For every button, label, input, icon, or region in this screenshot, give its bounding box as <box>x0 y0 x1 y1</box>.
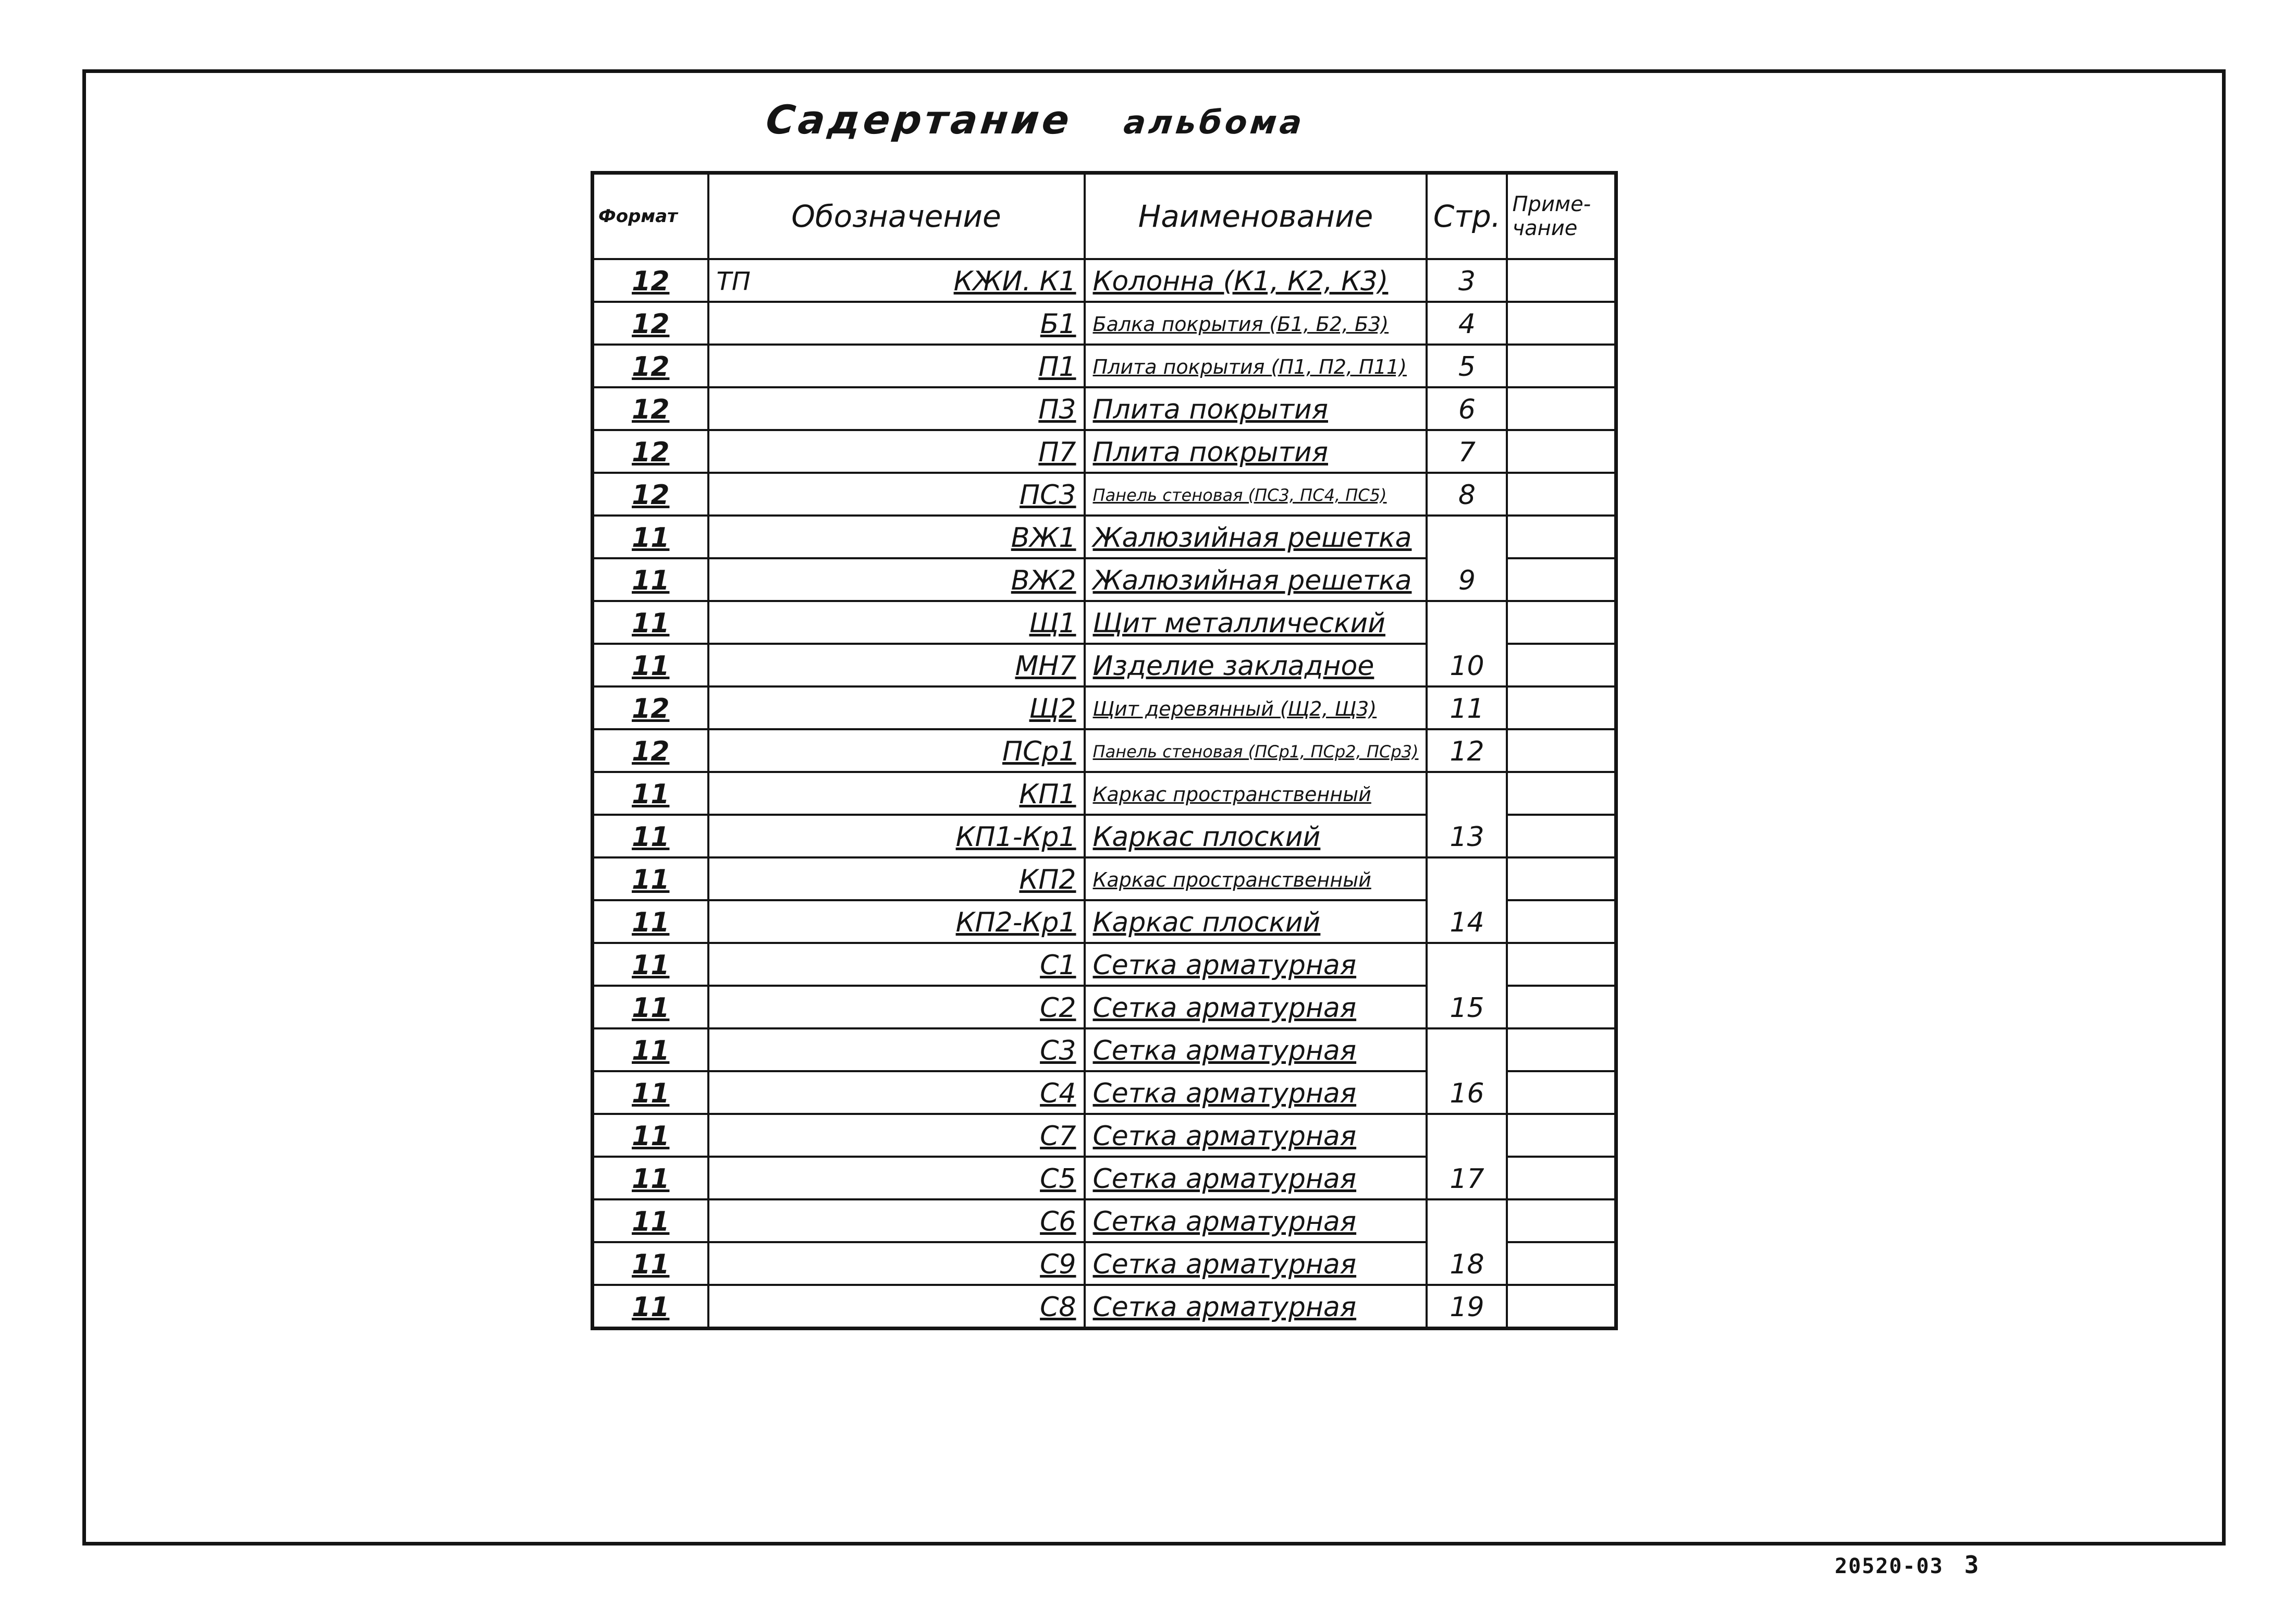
cell-designation <box>708 900 1085 943</box>
cell-designation <box>708 516 1085 558</box>
cell-note <box>1507 1157 1616 1199</box>
cell-page: 10 <box>1427 601 1507 686</box>
table-row <box>593 772 1616 815</box>
designation-code: С2 <box>1040 992 1076 1024</box>
cell-note <box>1507 986 1616 1028</box>
cell-format: 11 <box>593 815 708 857</box>
cell-designation <box>708 1157 1085 1199</box>
designation-code: П1 <box>1038 351 1076 383</box>
header-name: Наименование <box>1085 173 1427 260</box>
cell-name: Панель стеновая (ПС3, ПС4, ПС5) <box>1085 473 1427 516</box>
cell-format: 12 <box>593 686 708 729</box>
cell-note <box>1507 516 1616 558</box>
cell-format: 12 <box>593 473 708 516</box>
cell-note <box>1507 1114 1616 1157</box>
cell-name: Сетка арматурная <box>1085 1157 1427 1199</box>
cell-designation <box>708 1028 1085 1071</box>
cell-name: Каркас плоский <box>1085 815 1427 857</box>
cell-note <box>1507 1242 1616 1285</box>
table-header-row <box>593 173 1616 260</box>
designation-code: МН7 <box>1015 651 1076 682</box>
cell-format: 12 <box>593 729 708 772</box>
designation-code: ПС3 <box>1020 480 1076 511</box>
table-row <box>593 943 1616 986</box>
cell-designation <box>708 473 1085 516</box>
cell-designation <box>708 259 1085 302</box>
designation-code: С5 <box>1040 1163 1076 1195</box>
cell-name: Сетка арматурная <box>1085 1028 1427 1071</box>
cell-note <box>1507 1071 1616 1114</box>
cell-designation <box>708 1285 1085 1329</box>
cell-page: 3 <box>1427 259 1507 302</box>
designation-code: С3 <box>1040 1035 1076 1066</box>
cell-designation <box>708 815 1085 857</box>
cell-name: Сетка арматурная <box>1085 1285 1427 1329</box>
cell-format: 12 <box>593 430 708 473</box>
cell-format: 12 <box>593 345 708 387</box>
designation-code: С1 <box>1040 950 1076 981</box>
cell-name: Жалюзийная решетка <box>1085 558 1427 601</box>
cell-format: 12 <box>593 302 708 345</box>
cell-name: Каркас пространственный <box>1085 772 1427 815</box>
cell-note <box>1507 601 1616 644</box>
cell-format: 11 <box>593 516 708 558</box>
cell-note <box>1507 430 1616 473</box>
cell-name: Сетка арматурная <box>1085 943 1427 986</box>
cell-format: 11 <box>593 900 708 943</box>
header-note: Приме-чание <box>1507 173 1616 260</box>
cell-page: 5 <box>1427 345 1507 387</box>
title-word-2: альбома <box>1122 103 1307 141</box>
cell-note <box>1507 1285 1616 1329</box>
cell-name: Каркас пространственный <box>1085 857 1427 900</box>
cell-page: 11 <box>1427 686 1507 729</box>
designation-code: С9 <box>1040 1249 1076 1280</box>
table-row <box>593 601 1616 644</box>
cell-format: 11 <box>593 1157 708 1199</box>
designation-code: С6 <box>1040 1206 1076 1237</box>
designation-code: Щ1 <box>1029 608 1076 639</box>
cell-name: Жалюзийная решетка <box>1085 516 1427 558</box>
cell-name: Плита покрытия <box>1085 430 1427 473</box>
cell-note <box>1507 302 1616 345</box>
cell-designation <box>708 772 1085 815</box>
table-row <box>593 516 1616 558</box>
cell-page: 15 <box>1427 943 1507 1028</box>
page-title <box>764 96 1307 143</box>
cell-format: 11 <box>593 1114 708 1157</box>
designation-code: КП1 <box>1019 779 1076 810</box>
table-row <box>593 430 1616 473</box>
cell-note <box>1507 387 1616 430</box>
table-row <box>593 857 1616 900</box>
designation-prefix: ТП <box>716 267 751 296</box>
cell-name: Плита покрытия (П1, П2, П11) <box>1085 345 1427 387</box>
cell-format: 11 <box>593 1071 708 1114</box>
cell-name: Сетка арматурная <box>1085 1242 1427 1285</box>
cell-name: Сетка арматурная <box>1085 1114 1427 1157</box>
designation-code: Щ2 <box>1029 693 1076 725</box>
table-row <box>593 1114 1616 1157</box>
table-row <box>593 1199 1616 1242</box>
cell-note <box>1507 558 1616 601</box>
designation-code: КП1-Кр1 <box>955 821 1076 853</box>
designation-code: С7 <box>1040 1121 1076 1152</box>
designation-code: КП2 <box>1019 864 1076 896</box>
cell-designation <box>708 943 1085 986</box>
cell-format: 11 <box>593 601 708 644</box>
cell-name: Сетка арматурная <box>1085 1199 1427 1242</box>
cell-name: Щит металлический <box>1085 601 1427 644</box>
cell-designation <box>708 430 1085 473</box>
cell-designation <box>708 857 1085 900</box>
cell-designation <box>708 558 1085 601</box>
cell-format: 11 <box>593 943 708 986</box>
cell-page: 12 <box>1427 729 1507 772</box>
designation-code: П7 <box>1038 437 1076 468</box>
designation-code: ПСр1 <box>1002 736 1076 767</box>
cell-format: 11 <box>593 772 708 815</box>
cell-format: 12 <box>593 259 708 302</box>
designation-code: Б1 <box>1040 309 1076 340</box>
cell-format: 11 <box>593 986 708 1028</box>
cell-note <box>1507 729 1616 772</box>
designation-code: С4 <box>1040 1078 1076 1109</box>
cell-format: 11 <box>593 1028 708 1071</box>
designation-code: КЖИ. К1 <box>953 266 1076 297</box>
cell-name: Сетка арматурная <box>1085 1071 1427 1114</box>
cell-designation <box>708 686 1085 729</box>
header-format: Формат <box>593 173 708 260</box>
cell-designation <box>708 644 1085 686</box>
cell-name: Плита покрытия <box>1085 387 1427 430</box>
table-row <box>593 473 1616 516</box>
header-page: Стр. <box>1427 173 1507 260</box>
cell-name: Щит деревянный (Щ2, Щ3) <box>1085 686 1427 729</box>
cell-format: 11 <box>593 558 708 601</box>
cell-page: 16 <box>1427 1028 1507 1114</box>
cell-format: 11 <box>593 857 708 900</box>
cell-designation <box>708 986 1085 1028</box>
designation-code: ВЖ2 <box>1011 565 1076 596</box>
cell-designation <box>708 302 1085 345</box>
cell-note <box>1507 815 1616 857</box>
cell-page: 13 <box>1427 772 1507 857</box>
cell-page: 14 <box>1427 857 1507 943</box>
cell-page: 7 <box>1427 430 1507 473</box>
cell-page: 18 <box>1427 1199 1507 1285</box>
cell-page: 9 <box>1427 516 1507 601</box>
sheet-page-number: 3 <box>1964 1551 1980 1579</box>
title-word-1: Садертание <box>764 96 1075 143</box>
cell-page: 8 <box>1427 473 1507 516</box>
designation-code: П3 <box>1038 394 1076 425</box>
cell-format: 11 <box>593 1285 708 1329</box>
cell-format: 12 <box>593 387 708 430</box>
table-row <box>593 1028 1616 1071</box>
cell-page: 17 <box>1427 1114 1507 1199</box>
cell-note <box>1507 857 1616 900</box>
table-row <box>593 1285 1616 1329</box>
cell-note <box>1507 772 1616 815</box>
table-row <box>593 345 1616 387</box>
designation-code: КП2-Кр1 <box>955 907 1076 938</box>
cell-page: 4 <box>1427 302 1507 345</box>
cell-designation <box>708 1071 1085 1114</box>
cell-name: Изделие закладное <box>1085 644 1427 686</box>
cell-designation <box>708 601 1085 644</box>
header-designation: Обозначение <box>708 173 1085 260</box>
cell-designation <box>708 729 1085 772</box>
cell-note <box>1507 900 1616 943</box>
cell-designation <box>708 1114 1085 1157</box>
cell-note <box>1507 345 1616 387</box>
cell-page: 19 <box>1427 1285 1507 1329</box>
cell-note <box>1507 1028 1616 1071</box>
cell-designation <box>708 1242 1085 1285</box>
table-row <box>593 302 1616 345</box>
cell-page: 6 <box>1427 387 1507 430</box>
designation-code: ВЖ1 <box>1011 522 1076 554</box>
cell-note <box>1507 1199 1616 1242</box>
cell-designation <box>708 1199 1085 1242</box>
cell-designation <box>708 387 1085 430</box>
cell-note <box>1507 473 1616 516</box>
cell-note <box>1507 259 1616 302</box>
cell-format: 11 <box>593 644 708 686</box>
cell-note <box>1507 943 1616 986</box>
cell-name: Балка покрытия (Б1, Б2, Б3) <box>1085 302 1427 345</box>
cell-name: Сетка арматурная <box>1085 986 1427 1028</box>
cell-format: 11 <box>593 1199 708 1242</box>
table-row <box>593 259 1616 302</box>
table-row <box>593 686 1616 729</box>
cell-format: 11 <box>593 1242 708 1285</box>
cell-note <box>1507 644 1616 686</box>
cell-name: Колонна (К1, К2, К3) <box>1085 259 1427 302</box>
doc-number: 20520-03 <box>1835 1554 1944 1578</box>
contents-table <box>591 171 1618 1330</box>
designation-code: С8 <box>1040 1292 1076 1323</box>
sheet-number <box>1835 1551 1980 1579</box>
cell-name: Каркас плоский <box>1085 900 1427 943</box>
cell-note <box>1507 686 1616 729</box>
table-row <box>593 387 1616 430</box>
cell-designation <box>708 345 1085 387</box>
table-row <box>593 729 1616 772</box>
cell-name: Панель стеновая (ПСр1, ПСр2, ПСр3) <box>1085 729 1427 772</box>
